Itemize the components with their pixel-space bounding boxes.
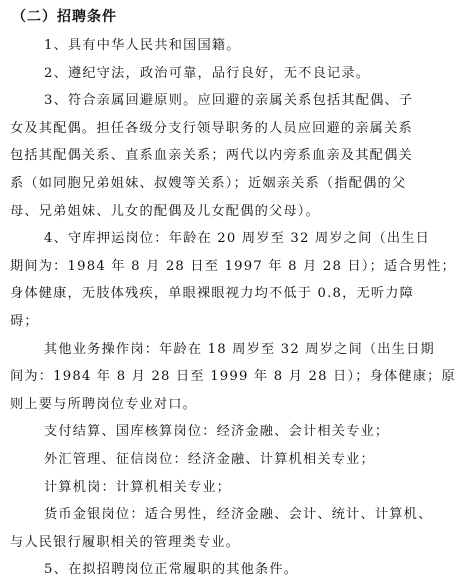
- text-line: 2、遵纪守法，政治可靠，品行良好，无不良记录。: [44, 65, 371, 81]
- section-body: [10, 32, 463, 584]
- text-line: 间为：1984 年 8 月 28 日至 1999 年 8 月 28 日）；身体健康；原: [10, 369, 456, 385]
- text-line: 则上要与所聘岗位专业对口。: [10, 396, 198, 412]
- text-line: 其他业务操作岗：年龄在 18 周岁至 32 周岁之间（出生日期: [44, 341, 435, 357]
- text-line: 4、守库押运岗位：年龄在 20 周岁至 32 周岁之间（出生日: [44, 231, 431, 247]
- text-line: 5、在拟招聘岗位正常履职的其他条件。: [44, 562, 299, 578]
- text-line: 计算机岗：计算机相关专业；: [44, 479, 232, 495]
- text-line: 女及其配偶。担任各级分支行领导职务的人员应回避的亲属关系: [10, 120, 413, 136]
- text-line: 外汇管理、征信岗位：经济金融、计算机相关专业；: [44, 451, 375, 467]
- section-heading: （二）招聘条件: [12, 9, 117, 25]
- text-line: 3、符合亲属回避原则。应回避的亲属关系包括其配偶、子: [44, 93, 414, 109]
- text-line: 包括其配偶关系、直系血亲关系；两代以内旁系血亲及其配偶关: [10, 148, 413, 164]
- text-line: 身体健康，无肢体残疾，单眼裸眼视力均不低于 0.8，无听力障: [10, 286, 415, 302]
- text-line: 碍；: [10, 313, 39, 329]
- text-line: 支付结算、国库核算岗位：经济金融、会计相关专业；: [44, 424, 390, 440]
- text-line: 1、具有中华人民共和国国籍。: [44, 38, 241, 53]
- text-line: 与人民银行履职相关的管理类专业。: [10, 534, 241, 550]
- text-line: 系（如同胞兄弟姐妹、叔嫂等关系）；近姻亲关系（指配偶的父: [10, 175, 407, 191]
- text-line: 货币金银岗位：适合男性，经济金融、会计、统计、计算机、: [44, 507, 433, 523]
- text-line: 母、兄弟姐妹、儿女的配偶及儿女配偶的父母）。: [10, 203, 320, 219]
- text-line: 期间为：1984 年 8 月 28 日至 1997 年 8 月 28 日）；适合男性；: [10, 258, 456, 274]
